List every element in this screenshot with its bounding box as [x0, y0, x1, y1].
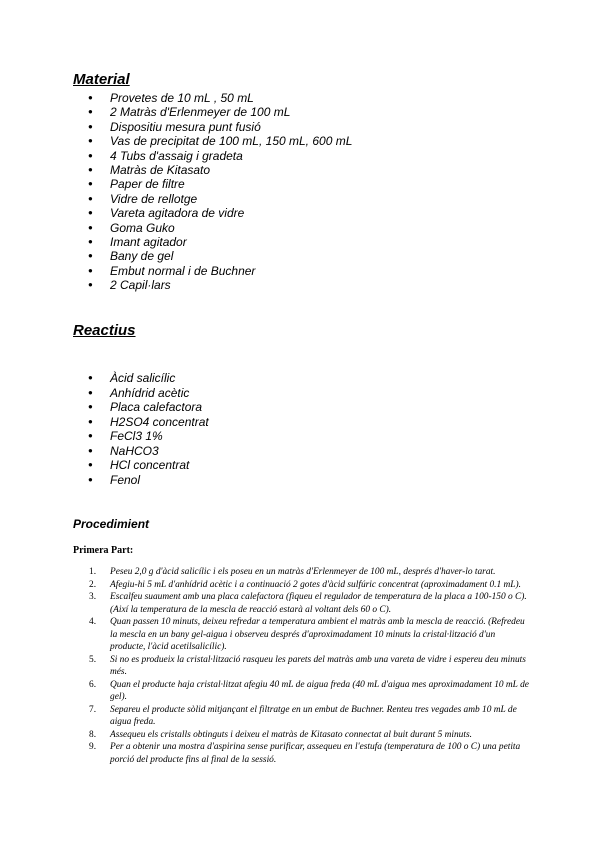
material-item: ● Matràs de Kitasato: [0, 163, 352, 177]
reactius-item: ● H2SO4 concentrat: [0, 415, 209, 430]
step-text: Escalfeu suaument amb una placa calefactora (fiqueu el regulador de temperatura de la placa a 100-150 o C). (Així la temperatura de la mescla de reacció estarà al voltant dels 60 o C).: [110, 592, 527, 615]
step-number: 5.: [89, 654, 97, 665]
material-item: ● Vidre de rellotge: [0, 192, 352, 206]
material-item: ● 4 Tubs d'assaig i gradeta: [0, 149, 352, 163]
primera-part-subheading: Primera Part:: [73, 545, 134, 556]
step-item: [0, 616, 530, 654]
material-item: ● Provetes de 10 mL , 50 mL: [0, 91, 352, 105]
step-item: [0, 591, 530, 616]
step-number: 4.: [89, 617, 97, 627]
reactius-item: ● Àcid salicílic: [0, 371, 209, 386]
step-item: [0, 566, 530, 579]
material-item: ● Embut normal i de Buchner: [0, 264, 352, 278]
material-item: ● Imant agitador: [0, 235, 352, 249]
material-item: ● Goma Guko: [0, 221, 352, 235]
material-item: ● 2 Matràs d'Erlenmeyer de 100 mL: [0, 105, 352, 119]
step-number: 6.: [89, 679, 97, 690]
step-number: 1.: [89, 567, 97, 577]
step-text: Quan el producte haja cristal·litzat afegiu 40 mL de aigua freda (40 mL d'aigua mes aproximadament 10 mL de gel).: [110, 679, 529, 702]
step-number: 3.: [89, 592, 97, 602]
reactius-item: ● Placa calefactora: [0, 400, 209, 415]
step-item: [0, 579, 530, 592]
procediment-steps: [0, 566, 530, 766]
step-item: [0, 704, 530, 729]
step-number: 7.: [89, 704, 97, 715]
material-item: ● 2 Capil·lars: [0, 278, 352, 292]
step-text: Peseu 2,0 g d'àcid salicílic i els poseu en un matràs d'Erlenmeyer de 100 mL, després d'haver-lo tarat.: [110, 567, 496, 577]
material-list: [0, 91, 352, 292]
reactius-heading: Reactius: [73, 322, 136, 339]
material-heading: Material: [73, 71, 130, 88]
step-text: Quan passen 10 minuts, deixeu refredar a temperatura ambient el matràs amb la mescla de reacció. (Refredeu la mescla en un bany gel-aigua i observeu després d'aproximadament 10 minuts la cristal·lització d'un producte, l'àcid acetilsalicílic).: [110, 617, 525, 652]
step-item: [0, 741, 530, 766]
step-text: Separeu el producte sòlid mitjançant el filtratge en un embut de Buchner. Renteu tres vegades amb 10 mL de aigua freda.: [110, 704, 517, 727]
procediment-heading: Procedimient: [73, 517, 150, 531]
step-item: [0, 654, 530, 679]
reactius-item: ● Anhídrid acètic: [0, 386, 209, 401]
material-item: ● Paper de filtre: [0, 177, 352, 191]
step-number: 2.: [89, 579, 97, 590]
reactius-item: ● FeCl3 1%: [0, 429, 209, 444]
step-number: 9.: [89, 742, 97, 752]
material-item: ● Vas de precipitat de 100 mL, 150 mL, 600 mL: [0, 134, 352, 148]
reactius-item: ● HCl concentrat: [0, 458, 209, 473]
step-text: Per a obtenir una mostra d'aspirina sense purificar, assequeu en l'estufa (temperatura de 100 o C) una petita porció del producte fins al final de la sessió.: [110, 742, 521, 765]
reactius-item: ● NaHCO3: [0, 444, 209, 459]
step-text: Afegiu-hi 5 mL d'anhídrid acètic i a continuació 2 gotes d'àcid sulfúric concentrat (aproximadament 0.1 mL).: [110, 579, 521, 590]
step-number: 8.: [89, 729, 97, 740]
step-item: [0, 679, 530, 704]
reactius-list: [0, 371, 209, 487]
step-text: Si no es produeix la cristal·lització rasqueu les parets del matràs amb una vareta de vidre i espereu deu minuts més.: [110, 654, 526, 677]
material-item: ● Vareta agitadora de vidre: [0, 206, 352, 220]
step-text: Assequeu els cristalls obtinguts i deixeu el matràs de Kitasato connectat al buit durant 5 minuts.: [110, 729, 472, 740]
step-item: [0, 729, 530, 742]
material-item: ● Dispositiu mesura punt fusió: [0, 120, 352, 134]
material-item: ● Bany de gel: [0, 249, 352, 263]
reactius-item: ● Fenol: [0, 473, 209, 488]
